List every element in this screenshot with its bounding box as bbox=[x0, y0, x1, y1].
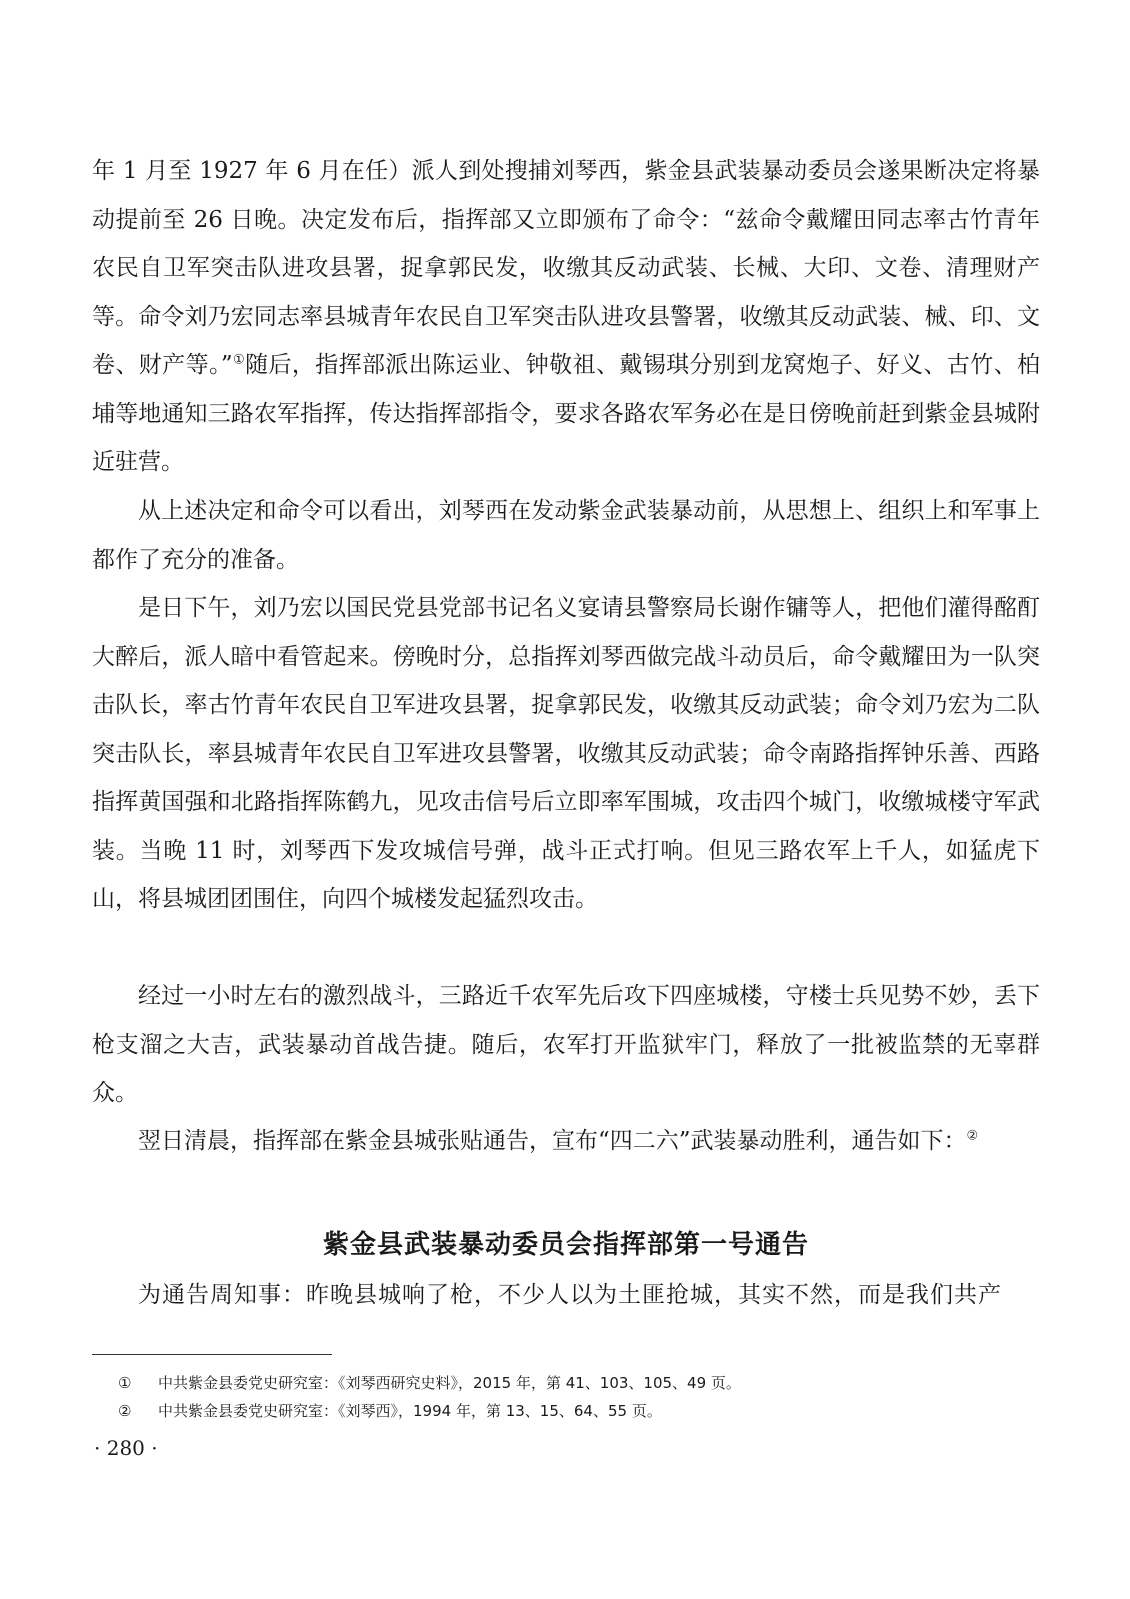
footnote-text: 中共紫金县委党史研究室：《刘琴西》，1994 年，第 13、15、64、55 页。 bbox=[158, 1402, 662, 1420]
footnote bbox=[118, 1373, 741, 1393]
footnote-ref[interactable]: ① bbox=[232, 352, 246, 368]
footnote-ref[interactable]: ② bbox=[966, 1128, 979, 1144]
body-paragraph: 翌日清晨，指挥部在紫金县城张贴通告，宣布“四二六”武装暴动胜利，通告如下：② bbox=[138, 1128, 979, 1154]
body-paragraph: 年 1 月至 1927 年 6 月在任）派人到处搜捕刘琴西，紫金县武装暴动委员会遂果断决定将暴动提前至 26 日晚。决定发布后，指挥部又立即颁布了命令：“兹命令戴耀田同志率古竹青年农民自卫军突击队进攻县署，捉拿郭民发，收缴其反动武装、长械、大印、文卷、清理财产等。命令刘乃宏同志率县城青年农民自卫军突击队进攻县警署，收缴其反动武装、械、印、文卷、财产等。”①随后，指挥部派出陈运业、钟敬祖、戴锡琪分别到龙窝炮子、好义、古竹、柏埔等地通知三路农军指挥，传达指挥部指令，要求各路农军务必在是日傍晚前赶到紫金县城附近驻营。 bbox=[92, 158, 1041, 475]
footnote bbox=[118, 1401, 662, 1421]
body-paragraph: 从上述决定和命令可以看出，刘琴西在发动紫金武装暴动前，从思想上、组织上和军事上都作了充分的准备。 bbox=[92, 498, 1040, 573]
footnote-mark: ① bbox=[118, 1374, 132, 1392]
footnote-mark: ② bbox=[118, 1402, 132, 1420]
footnote-divider bbox=[92, 1354, 332, 1355]
notice-text: 为通告周知事：昨晚县城响了枪，不少人以为土匪抢城，其实不然，而是我们共产 bbox=[138, 1282, 1002, 1308]
footnote-text: 中共紫金县委党史研究室：《刘琴西研究史料》，2015 年，第 41、103、105、49 页。 bbox=[158, 1374, 741, 1392]
body-paragraph: 是日下午，刘乃宏以国民党县党部书记名义宴请县警察局长谢作镛等人，把他们灌得酩酊大醉后，派人暗中看管起来。傍晚时分，总指挥刘琴西做完战斗动员后，命令戴耀田为一队突击队长，率古竹青年农民自卫军进攻县署，捉拿郭民发，收缴其反动武装；命令刘乃宏为二队突击队长，率县城青年农民自卫军进攻县警署，收缴其反动武装；命令南路指挥钟乐善、西路指挥黄国强和北路指挥陈鹤九，见攻击信号后立即率军围城，攻击四个城门，收缴城楼守军武装。当晚 11 时，刘琴西下发攻城信号弹，战斗正式打响。但见三路农军上千人，如猛虎下山，将县城团团围住，向四个城楼发起猛烈攻击。 bbox=[92, 595, 1040, 912]
body-paragraph: 经过一小时左右的激烈战斗，三路近千农军先后攻下四座城楼，守楼士兵见势不妙，丢下枪支溜之大吉，武装暴动首战告捷。随后，农军打开监狱牢门，释放了一批被监禁的无辜群众。 bbox=[92, 983, 1040, 1106]
notice-title: 紫金县武装暴动委员会指挥部第一号通告 bbox=[322, 1230, 809, 1260]
page-number: · 280 · bbox=[94, 1436, 158, 1460]
